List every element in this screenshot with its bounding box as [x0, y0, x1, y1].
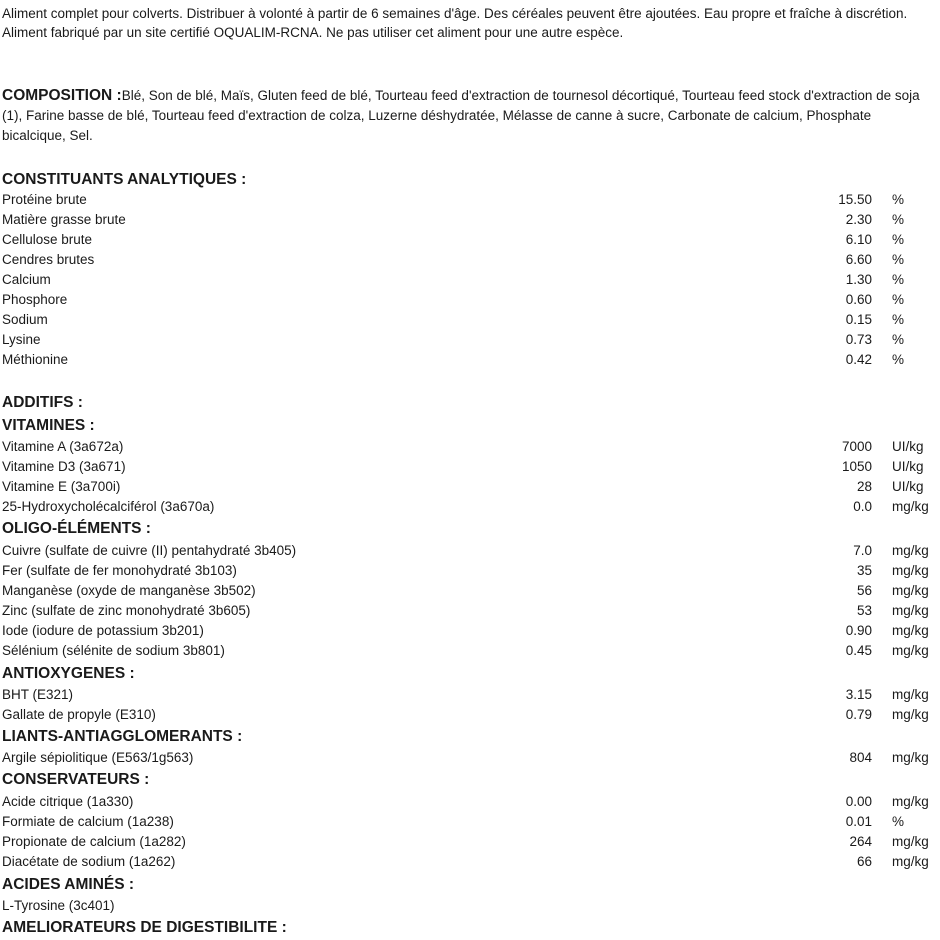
row-name: Protéine brute — [2, 192, 87, 207]
row-name: BHT (E321) — [2, 687, 74, 702]
row-value: 0.0 — [853, 499, 872, 514]
row-unit: mg/kg — [892, 707, 929, 722]
table-row — [0, 230, 940, 250]
row-name: Zinc (sulfate de zinc monohydraté 3b605) — [2, 603, 251, 618]
row-name: 25-Hydroxycholécalciférol (3a670a) — [2, 499, 215, 514]
composition-text: Blé, Son de blé, Maïs, Gluten feed de blé, Tourteau feed d'extraction de tournesol décortiqué, Tourteau feed stock d'extraction de soja (1), Farine basse de blé, Tourteau feed d'extraction de colza, Luzerne déshydratée, Mélasse de canne à sucre, Carbonate de calcium, Phosphate bicalcique, Sel. — [2, 88, 920, 143]
row-name: Iode (iodure de potassium 3b201) — [2, 623, 204, 638]
table-row — [0, 210, 940, 230]
row-name: Phosphore — [2, 292, 68, 307]
table-row — [0, 641, 940, 661]
table-row — [0, 832, 940, 852]
table-row — [0, 601, 940, 621]
intro-line-2: Aliment fabriqué par un site certifié OQUALIM-RCNA. Ne pas utiliser cet aliment pour une autre espèce. — [2, 25, 624, 40]
row-value: 7.0 — [853, 543, 872, 558]
row-unit: mg/kg — [892, 623, 929, 638]
row-unit: % — [892, 332, 905, 347]
oligo-heading: OLIGO-ÉLÉMENTS : — [2, 520, 151, 537]
row-name: Gallate de propyle (E310) — [2, 707, 156, 722]
row-value: 3.15 — [845, 687, 872, 702]
row-value: 6.60 — [845, 252, 872, 267]
row-unit: % — [892, 192, 905, 207]
constituants-heading: CONSTITUANTS ANALYTIQUES : — [2, 171, 247, 188]
row-name: Propionate de calcium (1a282) — [2, 834, 186, 849]
row-value: 0.00 — [845, 794, 872, 809]
row-unit: % — [892, 292, 905, 307]
row-unit: mg/kg — [892, 750, 929, 765]
row-unit: % — [892, 272, 905, 287]
row-value: 6.10 — [845, 232, 872, 247]
table-row — [0, 497, 940, 517]
row-unit: UI/kg — [892, 439, 924, 454]
table-row — [0, 705, 940, 725]
row-unit: UI/kg — [892, 479, 924, 494]
row-name: Acide citrique (1a330) — [2, 794, 134, 809]
row-name: Diacétate de sodium (1a262) — [2, 854, 176, 869]
row-value: 7000 — [841, 439, 872, 454]
row-name: Argile sépiolitique (E563/1g563) — [2, 750, 194, 765]
composition-block — [2, 86, 937, 146]
table-row — [0, 250, 940, 270]
table-row — [0, 290, 940, 310]
antioxygenes-heading: ANTIOXYGENES : — [2, 665, 135, 682]
ameliorateurs-heading: AMELIORATEURS DE DIGESTIBILITE : — [2, 919, 287, 936]
row-unit: mg/kg — [892, 643, 929, 658]
table-row — [0, 748, 940, 768]
row-unit: mg/kg — [892, 583, 929, 598]
row-value: 0.42 — [845, 352, 872, 367]
row-name: Vitamine D3 (3a671) — [2, 459, 126, 474]
row-value: 53 — [856, 603, 872, 618]
row-unit: % — [892, 312, 905, 327]
intro-line-1: Aliment complet pour colverts. Distribuer à volonté à partir de 6 semaines d'âge. Des céréales peuvent être ajoutées. Eau propre et fraîche à discrétion. — [2, 6, 908, 21]
table-row — [0, 581, 940, 601]
row-name: Cuivre (sulfate de cuivre (II) pentahydraté 3b405) — [2, 543, 297, 558]
intro-text — [2, 4, 937, 42]
row-value: 0.90 — [845, 623, 872, 638]
row-name: Cellulose brute — [2, 232, 93, 247]
table-row — [0, 190, 940, 210]
row-name: Cendres brutes — [2, 252, 95, 267]
row-unit: mg/kg — [892, 834, 929, 849]
row-unit: mg/kg — [892, 543, 929, 558]
row-value: 1.30 — [845, 272, 872, 287]
row-value: 0.79 — [845, 707, 872, 722]
row-value: 28 — [856, 479, 872, 494]
row-value: 0.01 — [845, 814, 872, 829]
acides-amines-heading: ACIDES AMINÉS : — [2, 876, 135, 893]
row-unit: % — [892, 352, 905, 367]
table-row — [0, 852, 940, 872]
row-name: Lysine — [2, 332, 41, 347]
row-value: 56 — [856, 583, 872, 598]
row-name: Sodium — [2, 312, 48, 327]
row-unit: mg/kg — [892, 563, 929, 578]
row-value: 0.73 — [845, 332, 872, 347]
row-name: Vitamine A (3a672a) — [2, 439, 124, 454]
row-unit: mg/kg — [892, 687, 929, 702]
table-row — [0, 561, 940, 581]
table-row — [0, 330, 940, 350]
table-row — [0, 477, 940, 497]
table-row — [0, 812, 940, 832]
row-name: Méthionine — [2, 352, 69, 367]
row-value: 0.60 — [845, 292, 872, 307]
row-value: 1050 — [841, 459, 872, 474]
row-value: 35 — [856, 563, 872, 578]
liants-heading: LIANTS-ANTIAGGLOMERANTS : — [2, 728, 243, 745]
table-row — [0, 541, 940, 561]
row-name: Fer (sulfate de fer monohydraté 3b103) — [2, 563, 237, 578]
row-value: 264 — [849, 834, 872, 849]
row-value: 15.50 — [838, 192, 872, 207]
row-value: 66 — [856, 854, 872, 869]
table-row — [0, 270, 940, 290]
row-name: Manganèse (oxyde de manganèse 3b502) — [2, 583, 256, 598]
row-unit: mg/kg — [892, 603, 929, 618]
additifs-heading: ADDITIFS : — [2, 394, 83, 411]
table-row — [0, 350, 940, 370]
table-row — [0, 685, 940, 705]
table-row — [0, 437, 940, 457]
vitamines-heading: VITAMINES : — [2, 417, 95, 434]
row-unit: % — [892, 252, 905, 267]
row-name: Formiate de calcium (1a238) — [2, 814, 174, 829]
row-value: 804 — [849, 750, 872, 765]
row-value: 0.45 — [845, 643, 872, 658]
row-unit: % — [892, 814, 905, 829]
row-value: 2.30 — [845, 212, 872, 227]
table-row — [0, 457, 940, 477]
row-unit: mg/kg — [892, 854, 929, 869]
table-row — [0, 896, 940, 916]
row-name: Vitamine E (3a700i) — [2, 479, 121, 494]
row-name: Matière grasse brute — [2, 212, 126, 227]
row-unit: % — [892, 212, 905, 227]
row-unit: % — [892, 232, 905, 247]
row-name: Calcium — [2, 272, 51, 287]
row-name: L-Tyrosine (3c401) — [2, 898, 115, 913]
composition-label: COMPOSITION : — [2, 87, 122, 104]
row-unit: UI/kg — [892, 459, 924, 474]
conservateurs-heading: CONSERVATEURS : — [2, 771, 150, 788]
table-row — [0, 310, 940, 330]
table-row — [0, 621, 940, 641]
row-name: Sélénium (sélénite de sodium 3b801) — [2, 643, 225, 658]
row-unit: mg/kg — [892, 794, 929, 809]
row-value: 0.15 — [845, 312, 872, 327]
row-unit: mg/kg — [892, 499, 929, 514]
table-row — [0, 792, 940, 812]
